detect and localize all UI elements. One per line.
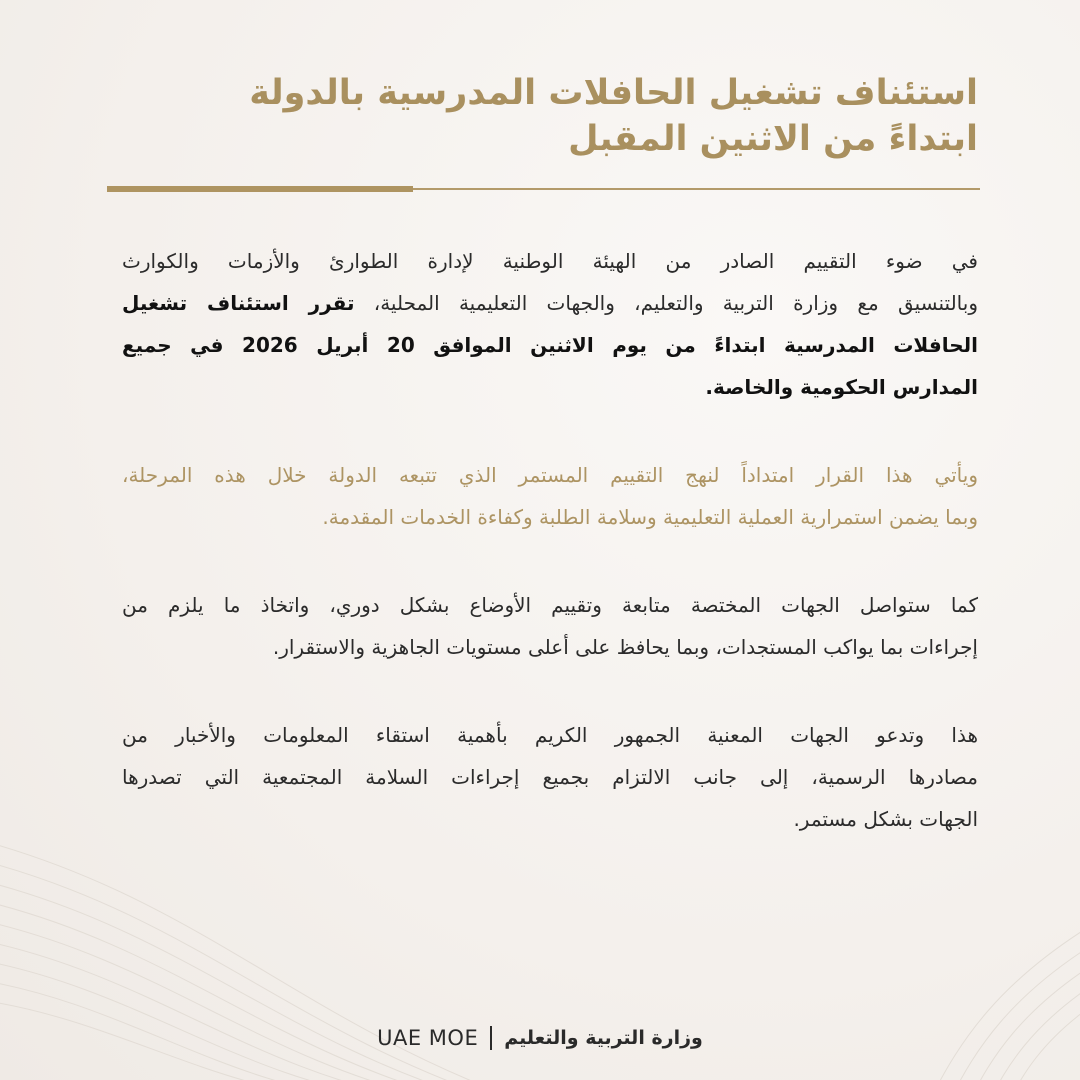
title-divider (107, 185, 980, 191)
paragraph-1-line-2-bold: تقرر استئناف تشغيل (122, 291, 355, 315)
paragraph-1-line-2 (122, 282, 978, 324)
paragraph-3-line-2: إجراءات بما يواكب المستجدات، وبما يحافظ على أعلى مستويات الجاهزية والاستقرار. (272, 635, 978, 659)
paragraph-2-line-2: وبما يضمن استمرارية العملية التعليمية وسلامة الطلبة وكفاءة الخدمات المقدمة. (322, 505, 978, 529)
footer-org-english: UAE MOE (377, 1026, 479, 1050)
paragraph-4-line-1: هذا وتدعو الجهات المعنية الجمهور الكريم بأهمية استقاء المعلومات والأخبار من (122, 723, 978, 747)
paragraph-1 (122, 240, 978, 408)
paragraph-1-line-1: في ضوء التقييم الصادر من الهيئة الوطنية لإدارة الطوارئ والأزمات والكوارث (122, 249, 978, 273)
paragraph-3-line-1: كما ستواصل الجهات المختصة متابعة وتقييم الأوضاع بشكل دوري، واتخاذ ما يلزم من (122, 593, 978, 617)
paragraph-3 (122, 584, 978, 668)
paragraph-2 (122, 454, 978, 538)
headline (108, 70, 978, 162)
headline-line-1: استئناف تشغيل الحافلات المدرسية بالدولة (249, 73, 978, 113)
footer-separator (490, 1026, 492, 1050)
paragraph-1-line-2-regular: وبالتنسيق مع وزارة التربية والتعليم، والجهات التعليمية المحلية، (373, 291, 978, 315)
paragraph-4-line-2: مصادرها الرسمية، إلى جانب الالتزام بجميع إجراءات السلامة المجتمعية التي تصدرها (122, 765, 978, 789)
footer-org-arabic: وزارة التربية والتعليم (504, 1027, 703, 1049)
footer-logo (0, 1026, 1080, 1050)
paragraph-2-line-1: ويأتي هذا القرار امتداداً لنهج التقييم المستمر الذي تتبعه الدولة خلال هذه المرحلة، (122, 463, 978, 487)
paragraph-4 (122, 714, 978, 840)
paragraph-1-line-4: المدارس الحكومية والخاصة. (705, 375, 978, 399)
headline-line-2: ابتداءً من الاثنين المقبل (568, 119, 978, 159)
paragraph-4-line-3: الجهات بشكل مستمر. (793, 807, 978, 831)
announcement-body (122, 240, 978, 886)
paragraph-1-line-3: الحافلات المدرسية ابتداءً من يوم الاثنين الموافق 20 أبريل 2026 في جميع (122, 333, 979, 357)
divider-thick-accent (107, 186, 413, 192)
